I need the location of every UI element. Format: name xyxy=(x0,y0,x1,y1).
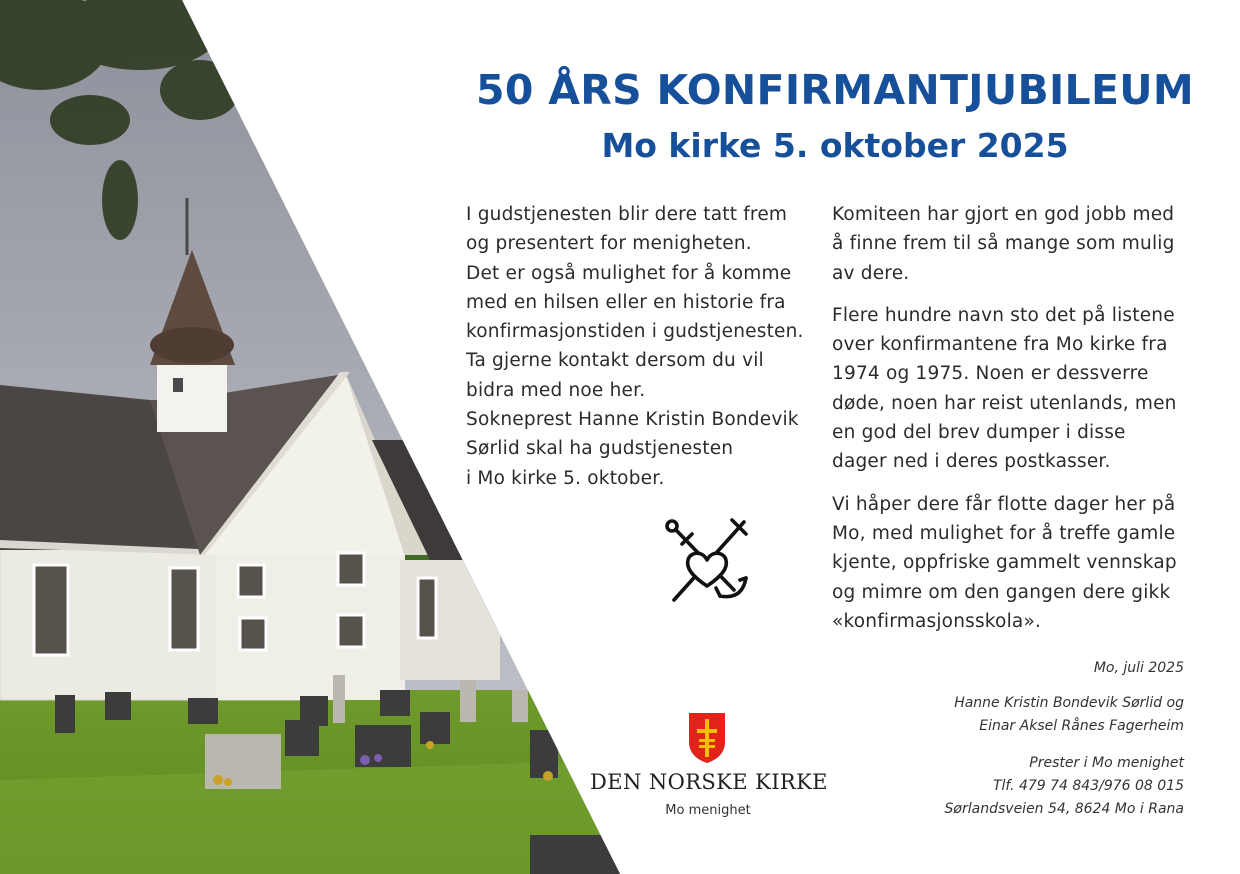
text-line: Vi håper dere får flotte dager her på xyxy=(832,493,1176,515)
phone-line: Tlf. 479 74 843/976 08 015 xyxy=(992,778,1184,794)
text-line: og mimre om den gangen dere gikk xyxy=(832,581,1171,603)
text-line: av dere. xyxy=(832,262,910,284)
text-line: å finne frem til så mange som mulig xyxy=(832,233,1175,255)
text-line: Sokneprest Hanne Kristin Bondevik xyxy=(466,409,799,431)
text-line: bidra med noe her. xyxy=(466,379,646,401)
signature-names xyxy=(954,692,1184,738)
text-line: konfirmasjonstiden i gudstjenesten. xyxy=(466,321,804,343)
text-line: Det er også mulighet for å komme xyxy=(466,262,792,284)
text-line: Flere hundre navn sto det på listene xyxy=(832,304,1175,326)
text-line: «konfirmasjonsskola». xyxy=(832,610,1042,632)
role-line: Prester i Mo menighet xyxy=(1029,755,1184,771)
signer-line: Einar Aksel Rånes Fagerheim xyxy=(979,718,1184,734)
text-line: Mo, med mulighet for å treffe gamle xyxy=(832,522,1176,544)
text-column-right xyxy=(832,200,1212,636)
contact-info xyxy=(945,752,1184,821)
text-line: Sørlid skal ha gudstjenesten xyxy=(466,438,734,460)
text-column-left xyxy=(466,200,826,493)
date-line: Mo, juli 2025 xyxy=(1093,660,1184,676)
text-line: kjente, oppfriske gammelt vennskap xyxy=(832,552,1177,574)
text-line: dager ned i deres postkasser. xyxy=(832,451,1111,473)
signer-line: Hanne Kristin Bondevik Sørlid og xyxy=(954,695,1184,711)
text-line: døde, noen har reist utenlands, men xyxy=(832,392,1177,414)
text-line: med en hilsen eller en historie fra xyxy=(466,291,786,313)
text-line: Komiteen har gjort en god jobb med xyxy=(832,204,1175,225)
text-line: Ta gjerne kontakt dersom du vil xyxy=(466,350,764,372)
page-subtitle: Mo kirke 5. oktober 2025 xyxy=(601,126,1069,165)
faith-hope-love-icon xyxy=(662,516,752,604)
text-line: en god del brev dumper i disse xyxy=(832,422,1126,444)
logo-parish: Mo menighet xyxy=(665,803,751,818)
text-line: over konfirmantene fra Mo kirke fra xyxy=(832,334,1168,356)
page-title: 50 ÅRS KONFIRMANTJUBILEUM xyxy=(476,66,1194,114)
logo-name: DEN NORSKE KIRKE xyxy=(590,770,828,794)
text-line: i Mo kirke 5. oktober. xyxy=(466,467,665,489)
text-line: og presentert for menigheten. xyxy=(466,233,752,255)
signature-date xyxy=(1094,657,1184,680)
church-shield-logo-icon xyxy=(688,712,726,764)
text-line: 1974 og 1975. Noen er dessverre xyxy=(832,363,1149,385)
address-line: Sørlandsveien 54, 8624 Mo i Rana xyxy=(944,801,1184,817)
text-line: I gudstjenesten blir dere tatt frem xyxy=(466,204,788,225)
